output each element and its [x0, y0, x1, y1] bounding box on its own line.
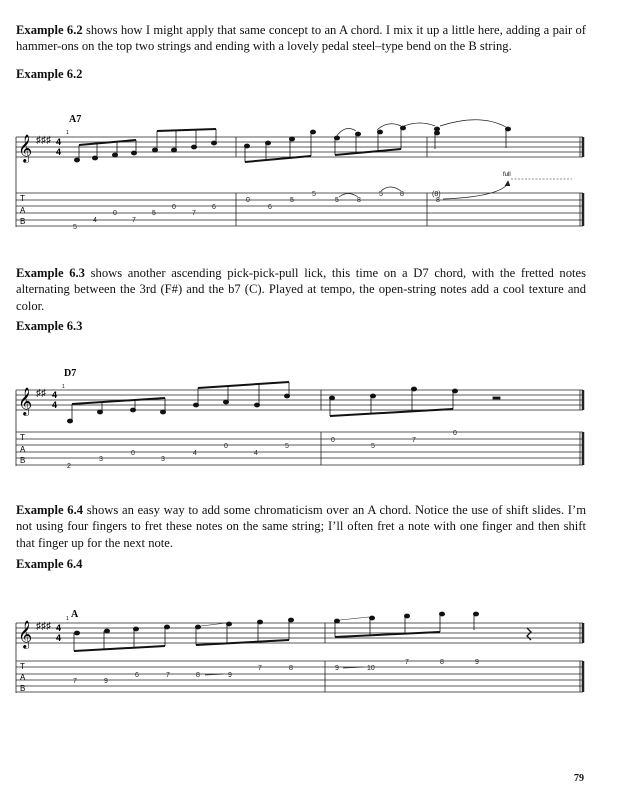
- tab-numbers: [73, 191, 441, 231]
- svg-text:5: 5: [312, 191, 316, 198]
- svg-text:4: 4: [93, 217, 97, 224]
- svg-text:8: 8: [196, 672, 200, 679]
- example-6-2-score: [0, 100, 617, 240]
- svg-text:7: 7: [192, 210, 196, 217]
- svg-text:5: 5: [285, 443, 289, 450]
- time-signature: 4: [56, 623, 62, 633]
- time-signature: 4: [52, 390, 58, 400]
- time-signature: 4: [56, 137, 62, 147]
- svg-text:8: 8: [400, 191, 404, 198]
- svg-text:A: A: [20, 206, 26, 215]
- svg-text:6: 6: [135, 672, 139, 679]
- svg-text:0: 0: [331, 437, 335, 444]
- treble-clef-icon: 𝄞: [18, 621, 33, 648]
- tab-clef: [20, 194, 26, 226]
- svg-text:8: 8: [436, 197, 440, 204]
- ties-and-slurs: [336, 120, 506, 137]
- key-signature-sharps-icon: ♯♯♯: [36, 621, 51, 632]
- chord-symbol: D7: [64, 368, 77, 379]
- example-6-4-description: [16, 502, 586, 551]
- svg-text:5: 5: [371, 443, 375, 450]
- notes: [74, 612, 531, 651]
- svg-text:T: T: [20, 662, 25, 671]
- svg-text:0: 0: [453, 430, 457, 437]
- svg-text:4: 4: [254, 450, 258, 457]
- example-6-4-score: [0, 595, 617, 705]
- paragraph-text: shows an easy way to add some chromaticism over an A chord. Notice the use of shift slides. I’m not using four fingers to fret these notes on the same string; I’ll often fret a note with one finger and then shift that finger up for the next note.: [16, 503, 586, 550]
- paragraph-text: shows another ascending pick-pick-pull lick, this time on a D7 chord, with the fretted notes alternating between the 3rd (F#) and the b7 (C). Played at tempo, the open-string notes add a cool texture and color.: [16, 266, 586, 313]
- svg-text:7: 7: [405, 659, 409, 666]
- svg-text:5: 5: [290, 197, 294, 204]
- svg-text:B: B: [20, 684, 26, 693]
- svg-text:9: 9: [475, 659, 479, 666]
- svg-text:A: A: [20, 445, 26, 454]
- notation-staff: [16, 623, 583, 693]
- svg-text:7: 7: [166, 672, 170, 679]
- tab-arcs: [339, 179, 572, 199]
- example-ref: Example 6.4: [16, 503, 84, 517]
- treble-clef-icon: 𝄞: [18, 388, 33, 415]
- svg-text:A: A: [20, 673, 26, 682]
- example-6-2-heading: Example 6.2: [16, 67, 83, 81]
- svg-text:0: 0: [246, 197, 250, 204]
- svg-text:T: T: [20, 194, 25, 203]
- example-ref: Example 6.3: [16, 266, 85, 280]
- svg-text:10: 10: [367, 665, 375, 672]
- svg-text:5: 5: [152, 210, 156, 217]
- svg-text:5: 5: [379, 191, 383, 198]
- svg-text:0: 0: [224, 443, 228, 450]
- example-6-3-score: [0, 360, 617, 480]
- example-6-2-description: [16, 22, 586, 55]
- svg-text:9: 9: [335, 665, 339, 672]
- paragraph-text: shows how I might apply that same concept to an A chord. I mix it up a little here, adding a pair of hammer-ons on the top two strings and ending with a lovely pedal steel–type bend on the B string.: [16, 23, 586, 54]
- example-6-3-description: [16, 265, 586, 314]
- svg-text:0: 0: [113, 210, 117, 217]
- notation-staff: [16, 137, 583, 227]
- svg-text:B: B: [20, 456, 26, 465]
- treble-clef-icon: 𝄞: [18, 135, 33, 162]
- svg-text:5: 5: [335, 197, 339, 204]
- half-rest-icon: [493, 397, 500, 399]
- svg-text:4: 4: [52, 400, 58, 410]
- svg-text:8: 8: [357, 197, 361, 204]
- chord-symbol: A: [71, 609, 79, 620]
- svg-text:7: 7: [132, 217, 136, 224]
- svg-text:5: 5: [73, 224, 77, 231]
- svg-text:7: 7: [258, 665, 262, 672]
- svg-text:7: 7: [412, 437, 416, 444]
- bar-number: 1: [66, 616, 69, 622]
- key-signature-sharps-icon: ♯♯: [36, 388, 46, 399]
- tab-staff: [16, 661, 583, 692]
- tab-numbers: [73, 659, 479, 685]
- tab-numbers: [67, 430, 457, 470]
- key-signature-sharps-icon: ♯♯♯: [36, 135, 51, 146]
- example-6-3-heading: Example 6.3: [16, 319, 83, 333]
- svg-text:9: 9: [228, 672, 232, 679]
- svg-text:4: 4: [56, 633, 62, 643]
- svg-text:7: 7: [73, 678, 77, 685]
- bar-number: 1: [66, 130, 69, 136]
- svg-text:6: 6: [212, 204, 216, 211]
- svg-text:0: 0: [131, 450, 135, 457]
- chord-symbol: A7: [69, 114, 82, 125]
- tab-clef: [20, 433, 26, 465]
- svg-text:(8): (8): [432, 191, 441, 198]
- tab-staff: [16, 193, 583, 226]
- svg-text:4: 4: [56, 147, 62, 157]
- svg-text:3: 3: [99, 456, 103, 463]
- page-number: 79: [574, 773, 584, 784]
- notes: [67, 382, 500, 423]
- example-ref: Example 6.2: [16, 23, 83, 37]
- svg-text:2: 2: [67, 463, 71, 470]
- svg-text:4: 4: [193, 450, 197, 457]
- svg-text:T: T: [20, 433, 25, 442]
- bar-number: 1: [62, 384, 65, 390]
- svg-text:0: 0: [172, 204, 176, 211]
- bend-label: full: [503, 172, 511, 178]
- example-6-4-heading: Example 6.4: [16, 557, 83, 571]
- svg-text:3: 3: [161, 456, 165, 463]
- svg-text:9: 9: [104, 678, 108, 685]
- svg-text:B: B: [20, 217, 26, 226]
- svg-text:8: 8: [289, 665, 293, 672]
- svg-text:6: 6: [268, 204, 272, 211]
- svg-text:8: 8: [440, 659, 444, 666]
